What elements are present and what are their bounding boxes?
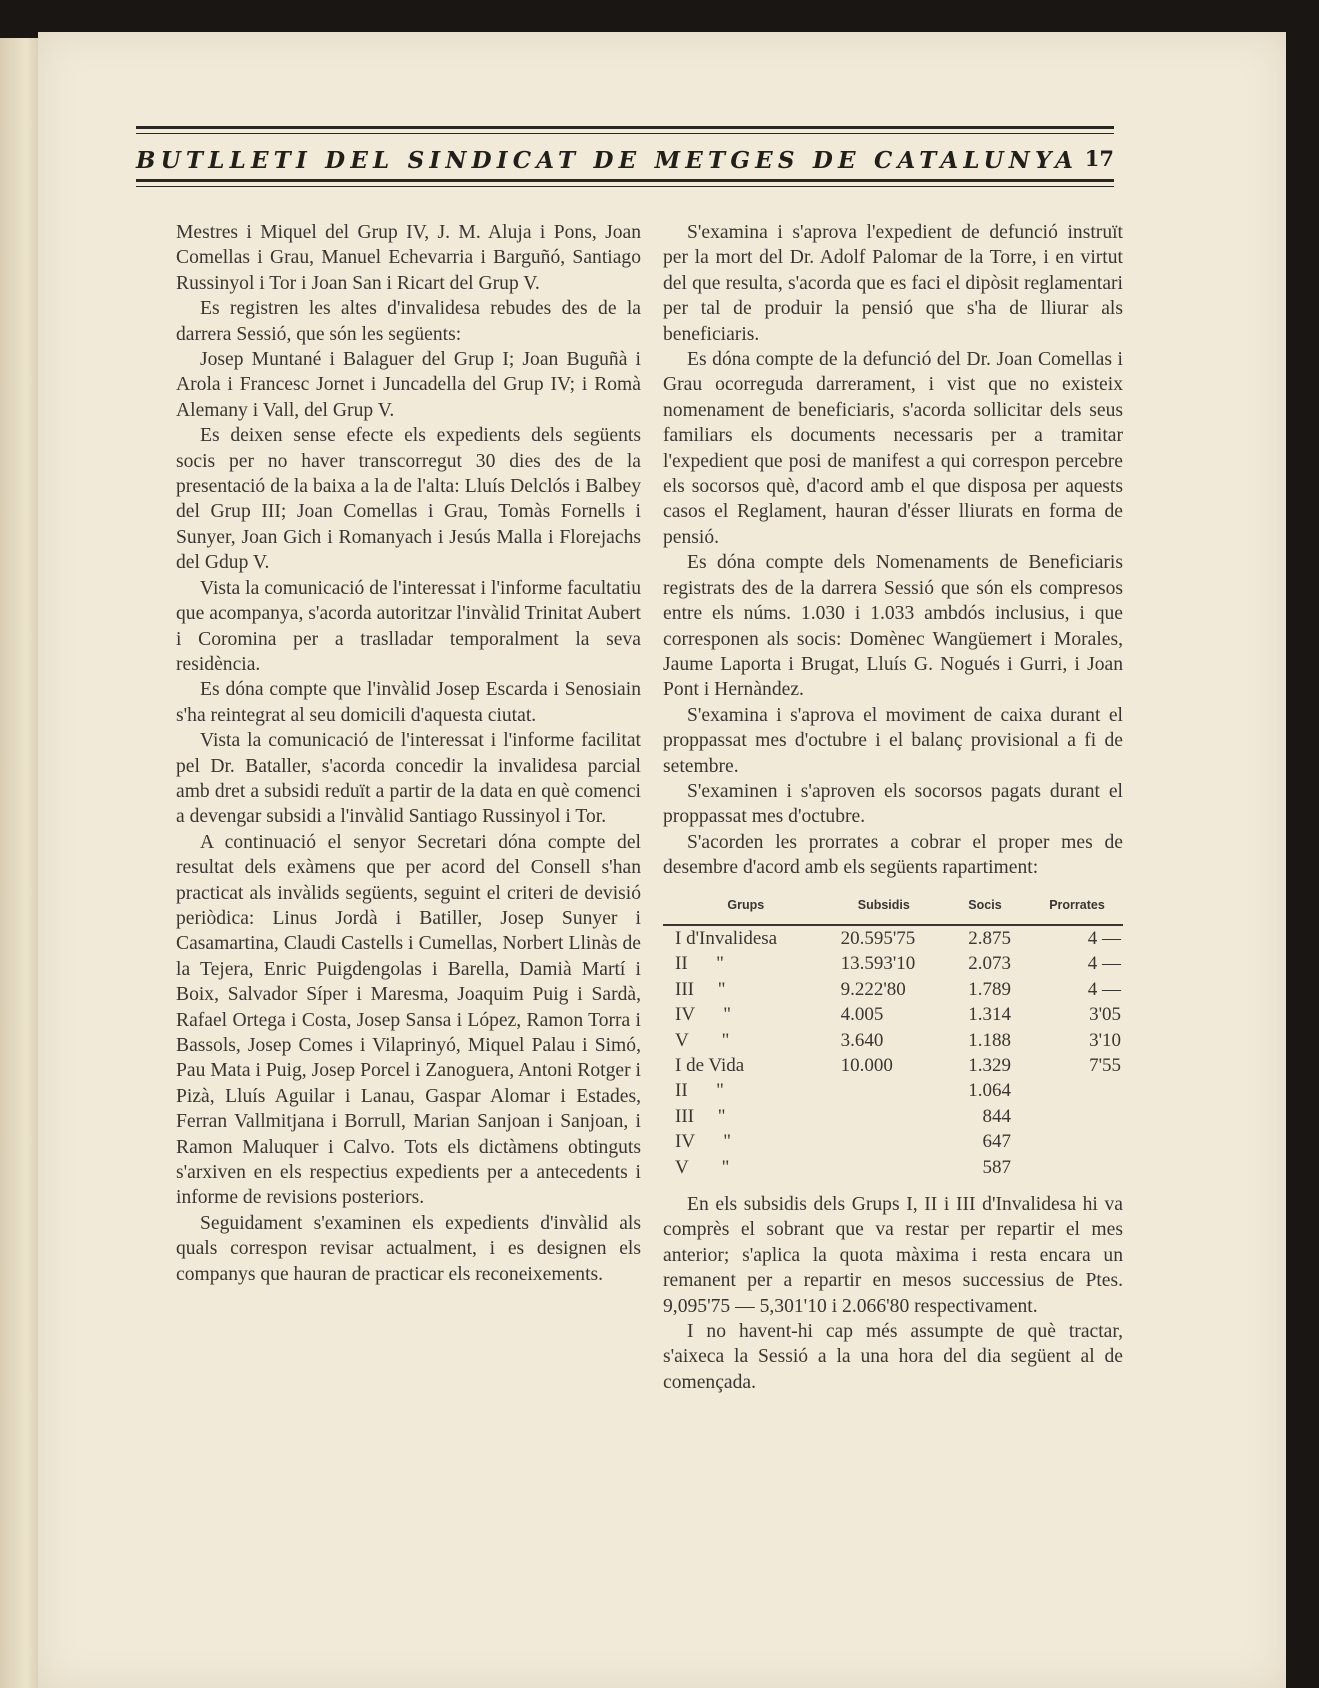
cell-subsidy: 3.640 (840, 1029, 884, 1051)
table-row (663, 1104, 1123, 1129)
cell-members: 1.064 (968, 1080, 1011, 1102)
table-header-row (663, 893, 1123, 925)
cell-rate (1031, 1155, 1123, 1180)
paragraph: I no havent-hi cap més assumpte de què tractar, s'aixeca la Sessió a la una hora del dia següent al de començada. (663, 1321, 1123, 1393)
cell-members: 844 (982, 1105, 1011, 1127)
cell-rate (1031, 1104, 1123, 1129)
cell-members: 647 (982, 1131, 1011, 1153)
paragraph: Es dóna compte de la defunció del Dr. Joan Comellas i Grau ocorreguda darrerament, i vist que no existeix nomenament de beneficiaris, s'acorda sollicitar dels seus familiars els documents necessaris per a tramitar l'expedient que posi de manifest a qui correspon percebre els socorsos què, d'acord amb el que disposa per aquests casos el Reglament, hauran d'ésser lliurats en forma de pensió. (663, 349, 1123, 548)
cell-subsidy: 9.222'80 (840, 978, 906, 1000)
cell-rate: 3'05 (1089, 1004, 1121, 1026)
column-header-prorrates: Prorrates (1031, 893, 1123, 925)
header-bottom-rule-thick (136, 179, 1114, 182)
cell-group: I de Vida (675, 1055, 745, 1076)
table-row (663, 1155, 1123, 1180)
cell-members: 587 (982, 1156, 1011, 1178)
cell-subsidy: 4.005 (840, 1004, 884, 1026)
cell-subsidy: 10.000 (840, 1055, 893, 1076)
cell-members: 2.073 (968, 953, 1011, 975)
header-bottom-rule-thin (136, 186, 1114, 187)
running-title: BUTLLETI DEL SINDICAT DE METGES DE CATALUNYA (136, 147, 1079, 174)
cell-members: 1.188 (968, 1029, 1011, 1051)
paragraph: Vista la comunicació de l'interessat i l'informe facilitat pel Dr. Bataller, s'acorda concedir la invalidesa parcial amb dret a subsidi reduït a partir de la data en què comenci a devengar subsidi a l'invàlid Santiago Russinyol i Tor. (176, 730, 641, 828)
cell-group: V " (675, 1029, 730, 1051)
cell-subsidy: 13.593'10 (840, 953, 916, 975)
cell-members: 1.314 (968, 1004, 1011, 1026)
paragraph: Es dóna compte que l'invàlid Josep Escarda i Senosiain s'ha reintegrat al seu domicili d'aquesta ciutat. (176, 679, 641, 726)
paragraph: S'examinen i s'aproven els socorsos pagats durant el proppassat mes d'octubre. (663, 780, 1123, 828)
cell-subsidy (829, 1104, 939, 1129)
paragraph: En els subsidis dels Grups I, II i III d'Invalidesa hi va comprès el sobrant que va restar per repartir el mes anterior; s'aplica la quota màxima i resta encara un remanent per a repartir en mesos successius de Ptes. 9,095'75 — 5,301'10 i 2.066'80 respectivament. (663, 1194, 1123, 1317)
cell-group: III " (675, 1105, 726, 1127)
paragraph: A continuació el senyor Secretari dóna compte del resultat dels exàmens que per acord del Consell s'han practicat als invàlids següents, seguint el criteri de devisió periòdica: Linus Jordà i Batiller, Josep Sunyer i Casamartina, Claudi Castells i Cumellas, Norbert Llinàs de la Tejera, Enric Puigdengolas i Barella, Damià Martí i Boix, Salvador Síper i Maresma, Joaquim Puig i Sardà, Rafael Ortega i Costa, Josep Sansa i López, Ramon Torra i Bassols, Josep Comes i Vilaprinyó, Miquel Palau i Simó, Pau Mata i Puig, Josep Porcel i Zanoguera, Antoni Rotger i Pizà, Lluís Aguilar i Lanau, Gaspar Alomar i Estades, Ferran Vallmitjana i Borrull, Marian Sanjoan i Sanjoan, i Ramon Maluquer i Calvo. Tots els dictàmens obtinguts s'arxiven en els respectius expedients per a antecedents i informe de revisions posteriors. (176, 831, 641, 1209)
paragraph: S'examina i s'aprova l'expedient de defunció instruït per la mort del Dr. Adolf Palomar de la Torre, i en virtut del que resulta, s'acorda que es faci el dipòsit reglamentari per tal de produir la pensió que s'ha de lliurar als beneficiaris. (663, 222, 1123, 345)
cell-rate: 7'55 (1089, 1055, 1121, 1076)
cell-group: V " (675, 1156, 730, 1178)
cell-rate: 4 — (1087, 978, 1121, 1000)
cell-subsidy: 20.595'75 (840, 927, 916, 949)
cell-subsidy (829, 1078, 939, 1103)
paragraph: Josep Muntané i Balaguer del Grup I; Joan Buguñà i Arola i Francesc Jornet i Juncadella del Grup IV; i Romà Alemany i Vall, del Grup V. (176, 349, 641, 421)
page-number: 17 (1084, 146, 1114, 171)
right-column (663, 220, 1123, 1395)
paragraph: S'acorden les prorrates a cobrar el proper mes de desembre d'acord amb els següents rapartiment: (663, 831, 1123, 879)
prorrates-table (663, 893, 1123, 1180)
column-header-socis: Socis (939, 893, 1031, 925)
cell-group: III " (675, 978, 726, 1000)
table-row (663, 1129, 1123, 1154)
cell-group: I d'Invalidesa (675, 927, 778, 949)
cell-group: II " (675, 953, 724, 975)
cell-subsidy (829, 1155, 939, 1180)
table-body (663, 925, 1123, 1180)
cell-subsidy (829, 1129, 939, 1154)
cell-members: 1.329 (968, 1055, 1011, 1076)
cell-rate (1031, 1129, 1123, 1154)
table-row (663, 1028, 1123, 1053)
paragraph: S'examina i s'aprova el moviment de caixa durant el proppassat mes d'octubre i el balanç provisional a fi de setembre. (663, 704, 1123, 777)
table-row (663, 1002, 1123, 1027)
table-row (663, 1078, 1123, 1103)
paragraph: Es deixen sense efecte els expedients dels següents socis per no haver transcorregut 30 dies des de la presentació de la baixa a la de l'alta: Lluís Delclós i Balbey del Grup III; Joan Comellas i Grau, Tomàs Fornells i Sunyer, Joan Gich i Romanyach i Jesús Malla i Florejachs del Gdup V. (176, 425, 641, 574)
cell-rate (1031, 1078, 1123, 1103)
cell-group: IV " (675, 1004, 731, 1026)
column-header-grups: Grups (663, 893, 829, 925)
left-column (176, 220, 641, 1287)
paragraph: Seguidament s'examinen els expedients d'invàlid als quals correspon revisar actualment, i es designen els companys que hauran de practicar els reconeixements. (176, 1212, 641, 1285)
table-row (663, 1053, 1123, 1078)
header-top-rule-thin (136, 133, 1114, 134)
paragraph: Es registren les altes d'invalidesa rebudes des de la darrera Sessió, que són les següents: (176, 298, 641, 345)
cell-members: 1.789 (968, 978, 1011, 1000)
table-row (663, 951, 1123, 976)
paragraph: Es dóna compte dels Nomenaments de Beneficiaris registrats des de la darrera Sessió que són els compresos entre els núms. 1.030 i 1.033 ambdós inclusius, i que corresponen als socis: Domènec Wangüemert i Morales, Jaume Laporta i Brugat, Lluís G. Nogués i Gurri, i Joan Pont i Hernàndez. (663, 552, 1123, 701)
table-row (663, 925, 1123, 951)
paragraph: Vista la comunicació de l'interessat i l'informe facultatiu que acompanya, s'acorda autoritzar l'invàlid Trinitat Aubert i Coromina per a traslladar temporalment la seva residència. (176, 577, 641, 675)
cell-rate: 3'10 (1089, 1029, 1121, 1051)
cell-rate: 4 — (1087, 953, 1121, 975)
column-header-subsidis: Subsidis (829, 893, 939, 925)
cell-group: IV " (675, 1131, 731, 1153)
cell-rate: 4 — (1087, 927, 1121, 949)
cell-group: II " (675, 1080, 724, 1102)
page-header (136, 106, 1114, 196)
table-row (663, 977, 1123, 1002)
header-top-rule-thick (136, 126, 1114, 129)
paragraph: Mestres i Miquel del Grup IV, J. M. Aluja i Pons, Joan Comellas i Grau, Manuel Echevarria i Barguñó, Santiago Russinyol i Tor i Joan San i Ricart del Grup V. (176, 222, 641, 294)
cell-members: 2.875 (968, 927, 1011, 949)
